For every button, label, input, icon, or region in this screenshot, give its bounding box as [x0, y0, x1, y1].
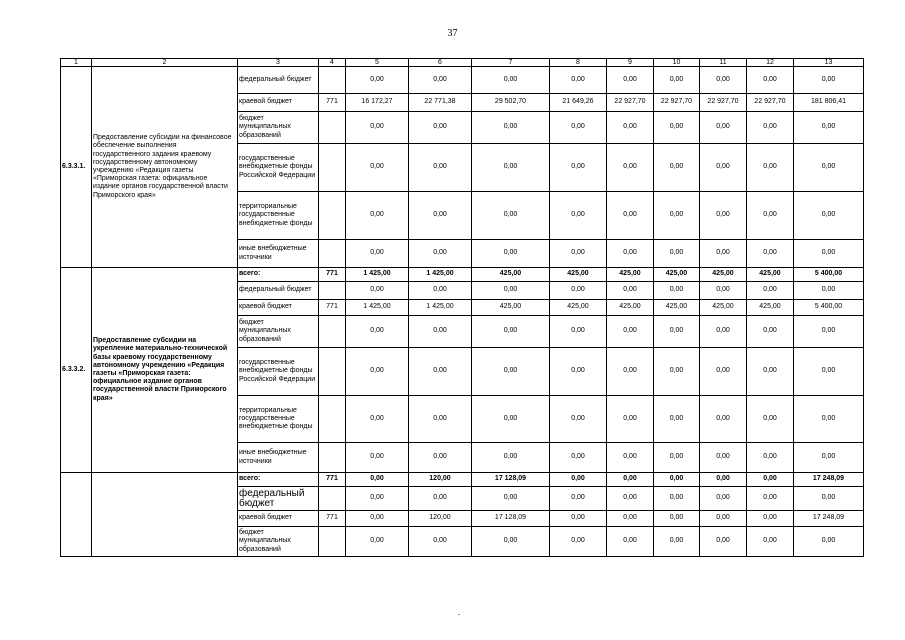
amount-cell: 0,00: [346, 527, 409, 557]
header-cell: 5: [346, 59, 409, 67]
amount-cell: 0,00: [472, 396, 550, 443]
amount-cell: 0,00: [607, 316, 654, 348]
amount-cell: 0,00: [472, 112, 550, 144]
header-cell: 8: [550, 59, 607, 67]
amount-cell: 425,00: [607, 300, 654, 316]
amount-cell: 0,00: [472, 487, 550, 511]
amount-cell: 0,00: [607, 487, 654, 511]
budget-table-body: [61, 59, 864, 557]
amount-cell: 0,00: [346, 443, 409, 473]
amount-cell: 22 927,70: [747, 94, 794, 112]
amount-cell: 0,00: [654, 511, 700, 527]
amount-cell: 0,00: [747, 240, 794, 268]
amount-cell: 0,00: [409, 240, 472, 268]
amount-cell: 0,00: [550, 487, 607, 511]
amount-cell: 425,00: [700, 268, 747, 282]
amount-cell: 0,00: [700, 112, 747, 144]
funding-source: бюджет муниципальных образований: [238, 316, 319, 348]
amount-cell: 1 425,00: [409, 300, 472, 316]
header-cell: 2: [92, 59, 238, 67]
amount-cell: 0,00: [472, 348, 550, 396]
amount-cell: 0,00: [346, 144, 409, 192]
amount-cell: 17 128,09: [472, 473, 550, 487]
amount-cell: 0,00: [607, 67, 654, 94]
grbs-code: [319, 67, 346, 94]
activity-code: 6.3.3.2.: [61, 268, 92, 473]
amount-cell: 0,00: [409, 316, 472, 348]
amount-cell: 0,00: [346, 192, 409, 240]
amount-cell: 0,00: [472, 443, 550, 473]
amount-cell: 5 400,00: [794, 300, 864, 316]
grbs-code: 771: [319, 473, 346, 487]
grbs-code: 771: [319, 511, 346, 527]
activity-code: [61, 473, 92, 557]
amount-cell: 0,00: [794, 443, 864, 473]
table-row: [61, 67, 864, 94]
amount-cell: 0,00: [550, 527, 607, 557]
amount-cell: 120,00: [409, 511, 472, 527]
amount-cell: 0,00: [607, 527, 654, 557]
header-cell: 9: [607, 59, 654, 67]
amount-cell: 0,00: [654, 67, 700, 94]
amount-cell: 22 927,70: [654, 94, 700, 112]
amount-cell: 0,00: [472, 192, 550, 240]
amount-cell: 0,00: [654, 487, 700, 511]
amount-cell: 17 248,09: [794, 473, 864, 487]
amount-cell: 0,00: [794, 144, 864, 192]
amount-cell: 0,00: [409, 67, 472, 94]
grbs-code: 771: [319, 300, 346, 316]
header-cell: 6: [409, 59, 472, 67]
amount-cell: 0,00: [700, 240, 747, 268]
grbs-code: [319, 282, 346, 300]
header-cell: 13: [794, 59, 864, 67]
amount-cell: 0,00: [346, 487, 409, 511]
amount-cell: 0,00: [700, 473, 747, 487]
amount-cell: 0,00: [607, 282, 654, 300]
amount-cell: 0,00: [409, 144, 472, 192]
amount-cell: 29 502,70: [472, 94, 550, 112]
activity-code: 6.3.3.1.: [61, 67, 92, 268]
amount-cell: 5 400,00: [794, 268, 864, 282]
amount-cell: 0,00: [409, 443, 472, 473]
amount-cell: 0,00: [472, 282, 550, 300]
header-cell: 12: [747, 59, 794, 67]
amount-cell: 22 927,70: [700, 94, 747, 112]
grbs-code: [319, 396, 346, 443]
amount-cell: 425,00: [654, 300, 700, 316]
amount-cell: 0,00: [346, 316, 409, 348]
amount-cell: 0,00: [747, 144, 794, 192]
budget-table: [60, 58, 864, 557]
amount-cell: 0,00: [794, 67, 864, 94]
header-cell: 4: [319, 59, 346, 67]
amount-cell: 0,00: [607, 240, 654, 268]
amount-cell: 0,00: [409, 348, 472, 396]
amount-cell: 0,00: [654, 473, 700, 487]
amount-cell: 0,00: [472, 144, 550, 192]
amount-cell: 0,00: [794, 112, 864, 144]
funding-source: федеральный бюджет: [238, 67, 319, 94]
amount-cell: 0,00: [700, 282, 747, 300]
grbs-code: [319, 112, 346, 144]
funding-source: краевой бюджет: [238, 511, 319, 527]
amount-cell: 0,00: [409, 487, 472, 511]
grbs-code: [319, 527, 346, 557]
amount-cell: 0,00: [550, 192, 607, 240]
amount-cell: 0,00: [794, 240, 864, 268]
amount-cell: 0,00: [654, 144, 700, 192]
header-cell: 11: [700, 59, 747, 67]
amount-cell: 0,00: [346, 112, 409, 144]
amount-cell: 0,00: [607, 473, 654, 487]
page-number: 37: [447, 28, 458, 39]
amount-cell: 425,00: [472, 300, 550, 316]
amount-cell: 0,00: [794, 396, 864, 443]
header-cell: 3: [238, 59, 319, 67]
activity-name: Предоставление субсидии на укрепление материально-технической базы краевому государственному автономному учреждению «Редакция газеты «Приморская газета: официальное издание органов государственной власти Приморского края»: [92, 268, 238, 473]
amount-cell: 0,00: [794, 487, 864, 511]
amount-cell: 0,00: [654, 443, 700, 473]
amount-cell: 0,00: [550, 396, 607, 443]
amount-cell: 1 425,00: [346, 300, 409, 316]
amount-cell: 0,00: [700, 527, 747, 557]
amount-cell: 425,00: [700, 300, 747, 316]
amount-cell: 181 806,41: [794, 94, 864, 112]
amount-cell: 17 128,09: [472, 511, 550, 527]
grbs-code: [319, 487, 346, 511]
amount-cell: 0,00: [607, 112, 654, 144]
amount-cell: 0,00: [747, 282, 794, 300]
grbs-code: 771: [319, 268, 346, 282]
amount-cell: 1 425,00: [346, 268, 409, 282]
amount-cell: 0,00: [409, 192, 472, 240]
amount-cell: 0,00: [794, 527, 864, 557]
amount-cell: 0,00: [607, 511, 654, 527]
amount-cell: 0,00: [550, 348, 607, 396]
amount-cell: 425,00: [472, 268, 550, 282]
amount-cell: 0,00: [700, 348, 747, 396]
amount-cell: 425,00: [550, 300, 607, 316]
funding-source: территориальные государственные внебюджетные фонды: [238, 192, 319, 240]
funding-source: иные внебюджетные источники: [238, 443, 319, 473]
grbs-code: [319, 348, 346, 396]
amount-cell: 0,00: [346, 282, 409, 300]
amount-cell: 0,00: [550, 112, 607, 144]
amount-cell: 0,00: [794, 192, 864, 240]
amount-cell: 22 927,70: [607, 94, 654, 112]
activity-name: [92, 473, 238, 557]
amount-cell: 0,00: [472, 240, 550, 268]
amount-cell: 0,00: [747, 396, 794, 443]
funding-source: краевой бюджет: [238, 94, 319, 112]
amount-cell: 0,00: [550, 316, 607, 348]
amount-cell: 0,00: [747, 112, 794, 144]
amount-cell: 0,00: [550, 511, 607, 527]
amount-cell: 0,00: [607, 144, 654, 192]
amount-cell: 0,00: [654, 112, 700, 144]
amount-cell: 0,00: [700, 192, 747, 240]
table-row: [61, 473, 864, 487]
amount-cell: 0,00: [654, 396, 700, 443]
amount-cell: 120,00: [409, 473, 472, 487]
funding-source: иные внебюджетные источники: [238, 240, 319, 268]
funding-source: федеральный бюджет: [238, 487, 319, 511]
amount-cell: 0,00: [346, 240, 409, 268]
header-cell: 10: [654, 59, 700, 67]
amount-cell: 0,00: [550, 67, 607, 94]
amount-cell: 0,00: [550, 282, 607, 300]
funding-source: бюджет муниципальных образований: [238, 112, 319, 144]
amount-cell: 0,00: [747, 443, 794, 473]
amount-cell: 0,00: [550, 144, 607, 192]
amount-cell: 0,00: [346, 348, 409, 396]
amount-cell: 0,00: [550, 443, 607, 473]
amount-cell: 0,00: [700, 396, 747, 443]
grbs-code: [319, 316, 346, 348]
funding-source: государственные внебюджетные фонды Российской Федерации: [238, 144, 319, 192]
amount-cell: 0,00: [472, 316, 550, 348]
amount-cell: 0,00: [747, 67, 794, 94]
grbs-code: [319, 192, 346, 240]
amount-cell: 0,00: [747, 487, 794, 511]
amount-cell: 21 649,26: [550, 94, 607, 112]
amount-cell: 0,00: [700, 144, 747, 192]
amount-cell: 0,00: [409, 527, 472, 557]
amount-cell: 0,00: [550, 240, 607, 268]
amount-cell: 0,00: [607, 443, 654, 473]
amount-cell: 17 248,09: [794, 511, 864, 527]
amount-cell: 0,00: [346, 396, 409, 443]
amount-cell: 0,00: [654, 316, 700, 348]
amount-cell: 0,00: [700, 511, 747, 527]
amount-cell: 22 771,38: [409, 94, 472, 112]
amount-cell: 425,00: [747, 300, 794, 316]
funding-source: краевой бюджет: [238, 300, 319, 316]
amount-cell: 0,00: [607, 192, 654, 240]
amount-cell: 0,00: [700, 443, 747, 473]
grbs-code: [319, 240, 346, 268]
scan-artifact: [458, 614, 460, 615]
amount-cell: 425,00: [654, 268, 700, 282]
amount-cell: 0,00: [794, 348, 864, 396]
amount-cell: 0,00: [794, 282, 864, 300]
amount-cell: 16 172,27: [346, 94, 409, 112]
amount-cell: 0,00: [346, 473, 409, 487]
amount-cell: 0,00: [654, 348, 700, 396]
amount-cell: 0,00: [409, 282, 472, 300]
amount-cell: 0,00: [346, 67, 409, 94]
amount-cell: 0,00: [747, 527, 794, 557]
amount-cell: 0,00: [747, 192, 794, 240]
amount-cell: 0,00: [409, 112, 472, 144]
amount-cell: 0,00: [654, 240, 700, 268]
amount-cell: 0,00: [747, 473, 794, 487]
amount-cell: 0,00: [346, 511, 409, 527]
amount-cell: 0,00: [654, 527, 700, 557]
header-row: [61, 59, 864, 67]
amount-cell: 0,00: [550, 473, 607, 487]
amount-cell: 0,00: [794, 316, 864, 348]
amount-cell: 0,00: [654, 282, 700, 300]
grbs-code: [319, 443, 346, 473]
table-row: [61, 268, 864, 282]
grbs-code: [319, 144, 346, 192]
header-cell: 1: [61, 59, 92, 67]
amount-cell: 0,00: [472, 67, 550, 94]
funding-source: всего:: [238, 473, 319, 487]
funding-source: бюджет муниципальных образований: [238, 527, 319, 557]
amount-cell: 1 425,00: [409, 268, 472, 282]
amount-cell: 0,00: [747, 348, 794, 396]
amount-cell: 0,00: [700, 316, 747, 348]
amount-cell: 425,00: [607, 268, 654, 282]
funding-source: государственные внебюджетные фонды Российской Федерации: [238, 348, 319, 396]
amount-cell: 0,00: [607, 348, 654, 396]
amount-cell: 0,00: [747, 316, 794, 348]
header-cell: 7: [472, 59, 550, 67]
amount-cell: 0,00: [700, 487, 747, 511]
amount-cell: 425,00: [747, 268, 794, 282]
activity-name: Предоставление субсидии на финансовое обеспечение выполнения государственного задания краевому государственному автономному учреждению «Редакция газеты «Приморская газета: официальное издание органов государственной власти Приморского края»: [92, 67, 238, 268]
funding-source: федеральный бюджет: [238, 282, 319, 300]
funding-source: территориальные государственные внебюджетные фонды: [238, 396, 319, 443]
funding-source: всего:: [238, 268, 319, 282]
amount-cell: 0,00: [607, 396, 654, 443]
amount-cell: 0,00: [654, 192, 700, 240]
amount-cell: 0,00: [409, 396, 472, 443]
amount-cell: 425,00: [550, 268, 607, 282]
amount-cell: 0,00: [700, 67, 747, 94]
grbs-code: 771: [319, 94, 346, 112]
amount-cell: 0,00: [747, 511, 794, 527]
amount-cell: 0,00: [472, 527, 550, 557]
